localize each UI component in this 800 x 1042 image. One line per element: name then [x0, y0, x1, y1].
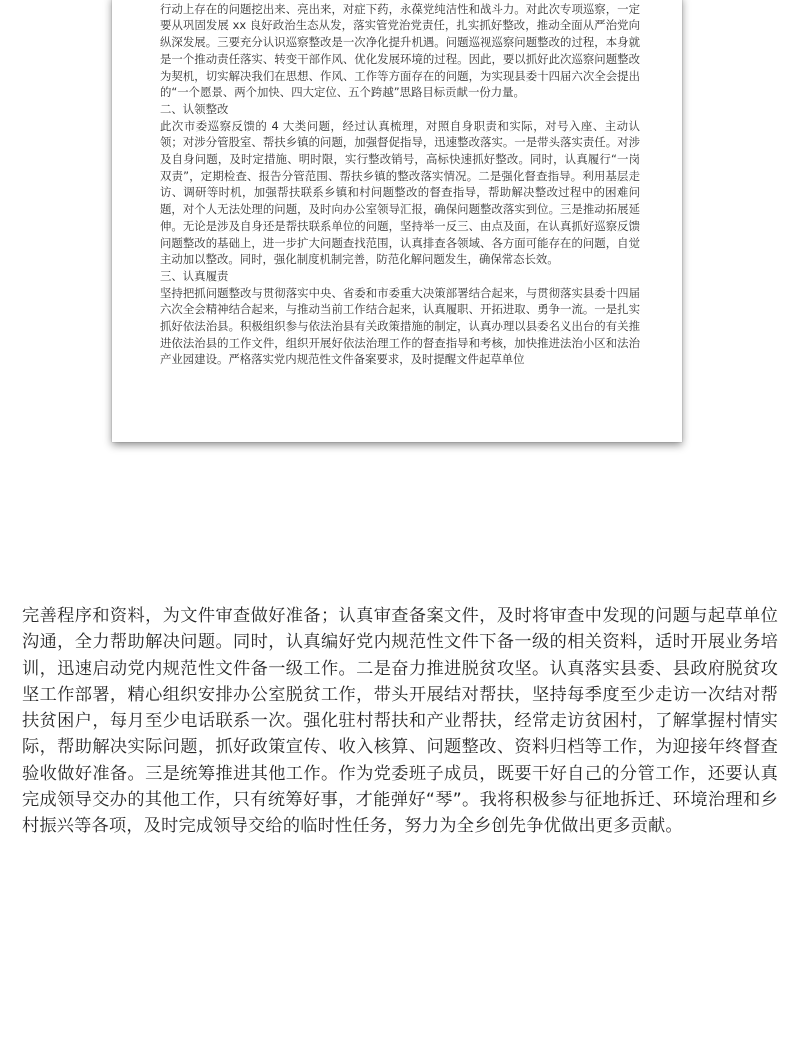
section-heading-fulfill-duties: 三、认真履责 — [160, 268, 229, 283]
preview-paragraph: 此次市委巡察反馈的 4 大类问题，经过认真梳理，对照自身职责和实际，对号入座、主动认领；对涉分管股室、帮扶乡镇的问题，加强督促指导，迅速整改落实。一是带头落实责任。对涉及自身问题，及时定措施、明时限，实行整改销号，高标快速抓好整改。同时，认真履行“一岗双责”，定期检查、报告分管范围、帮扶乡镇的整改落实情况。二是强化督查指导。利用基层走访、调研等时机，加强帮扶联系乡镇和村问题整改的督查指导，帮助解决整改过程中的困难问题，对个人无法处理的问题，及时向办公室领导汇报，确保问题整改落实到位。三是推动拓展延伸。无论是涉及自身还是帮扶联系单位的问题，坚持举一反三、由点及面，在认真抓好巡察反馈问题整改的基础上，进一步扩大问题查找范围，认真排查各领域、各方面可能存在的问题，自觉主动加以整改。同时，强化制度机制完善，防范化解问题发生，确保常态长效。 — [160, 118, 640, 267]
body-paragraph: 完善程序和资料，为文件审查做好准备；认真审查备案文件，及时将审查中发现的问题与起草单位沟通，全力帮助解决问题。同时，认真编好党内规范性文件下备一级的相关资料，适时开展业务培训，迅速启动党内规范性文件备一级工作。二是奋力推进脱贫攻坚。认真落实县委、县政府脱贫攻坚工作部署，精心组织安排办公室脱贫工作，带头开展结对帮扶，坚持每季度至少走访一次结对帮扶贫困户，每月至少电话联系一次。强化驻村帮扶和产业帮扶，经常走访贫困村，了解掌握村情实际，帮助解决实际问题，抓好政策宣传、收入核算、问题整改、资料归档等工作，为迎接年终督查验收做好准备。三是统筹推进其他工作。作为党委班子成员，既要干好自己的分管工作，还要认真完成领导交办的其他工作，只有统筹好事，才能弹好“琴”。我将积极参与征地拆迁、环境治理和乡村振兴等各项，及时完成领导交给的临时性任务，努力为全乡创先争优做出更多贡献。 — [22, 606, 778, 837]
section-heading-claim-rectification: 二、认领整改 — [160, 101, 229, 116]
document-page-preview — [112, 0, 682, 442]
document-body-text — [22, 603, 778, 840]
preview-paragraph: 行动上存在的问题挖出来、亮出来，对症下药，永葆党纯洁性和战斗力。对此次专项巡察，一定要从巩固发展 xx 良好政治生态从发，落实管党治党责任，扎实抓好整改，推动全面从严治党向纵深发展。三要充分认识巡察整改是一次净化提升机遇。问题巡视巡察问题整改的过程，本身就是一个推动责任落实、转变干部作风、优化发展环境的过程。因此，要以抓好此次巡察问题整改为契机，切实解决我们在思想、作风、工作等方面存在的问题，为实现县委十四届六次全会提出的“一个愿景、两个加快、四大定位、五个跨越”思路目标贡献一份力量。 — [160, 1, 640, 100]
page-preview-text — [112, 0, 682, 368]
preview-paragraph: 坚持把抓问题整改与贯彻落实中央、省委和市委重大决策部署结合起来，与贯彻落实县委十四届六次全会精神结合起来，与推动当前工作结合起来，认真履职、开拓进取、勇争一流。一是扎实抓好依法治县。积极组织参与依法治县有关政策措施的制定，认真办理以县委名义出台的有关推进依法治县的工作文件，组织开展好依法治理工作的督查指导和考核，加快推进法治小区和法治产业园建设。严格落实党内规范性文件备案要求，及时提醒文件起草单位 — [160, 285, 640, 367]
